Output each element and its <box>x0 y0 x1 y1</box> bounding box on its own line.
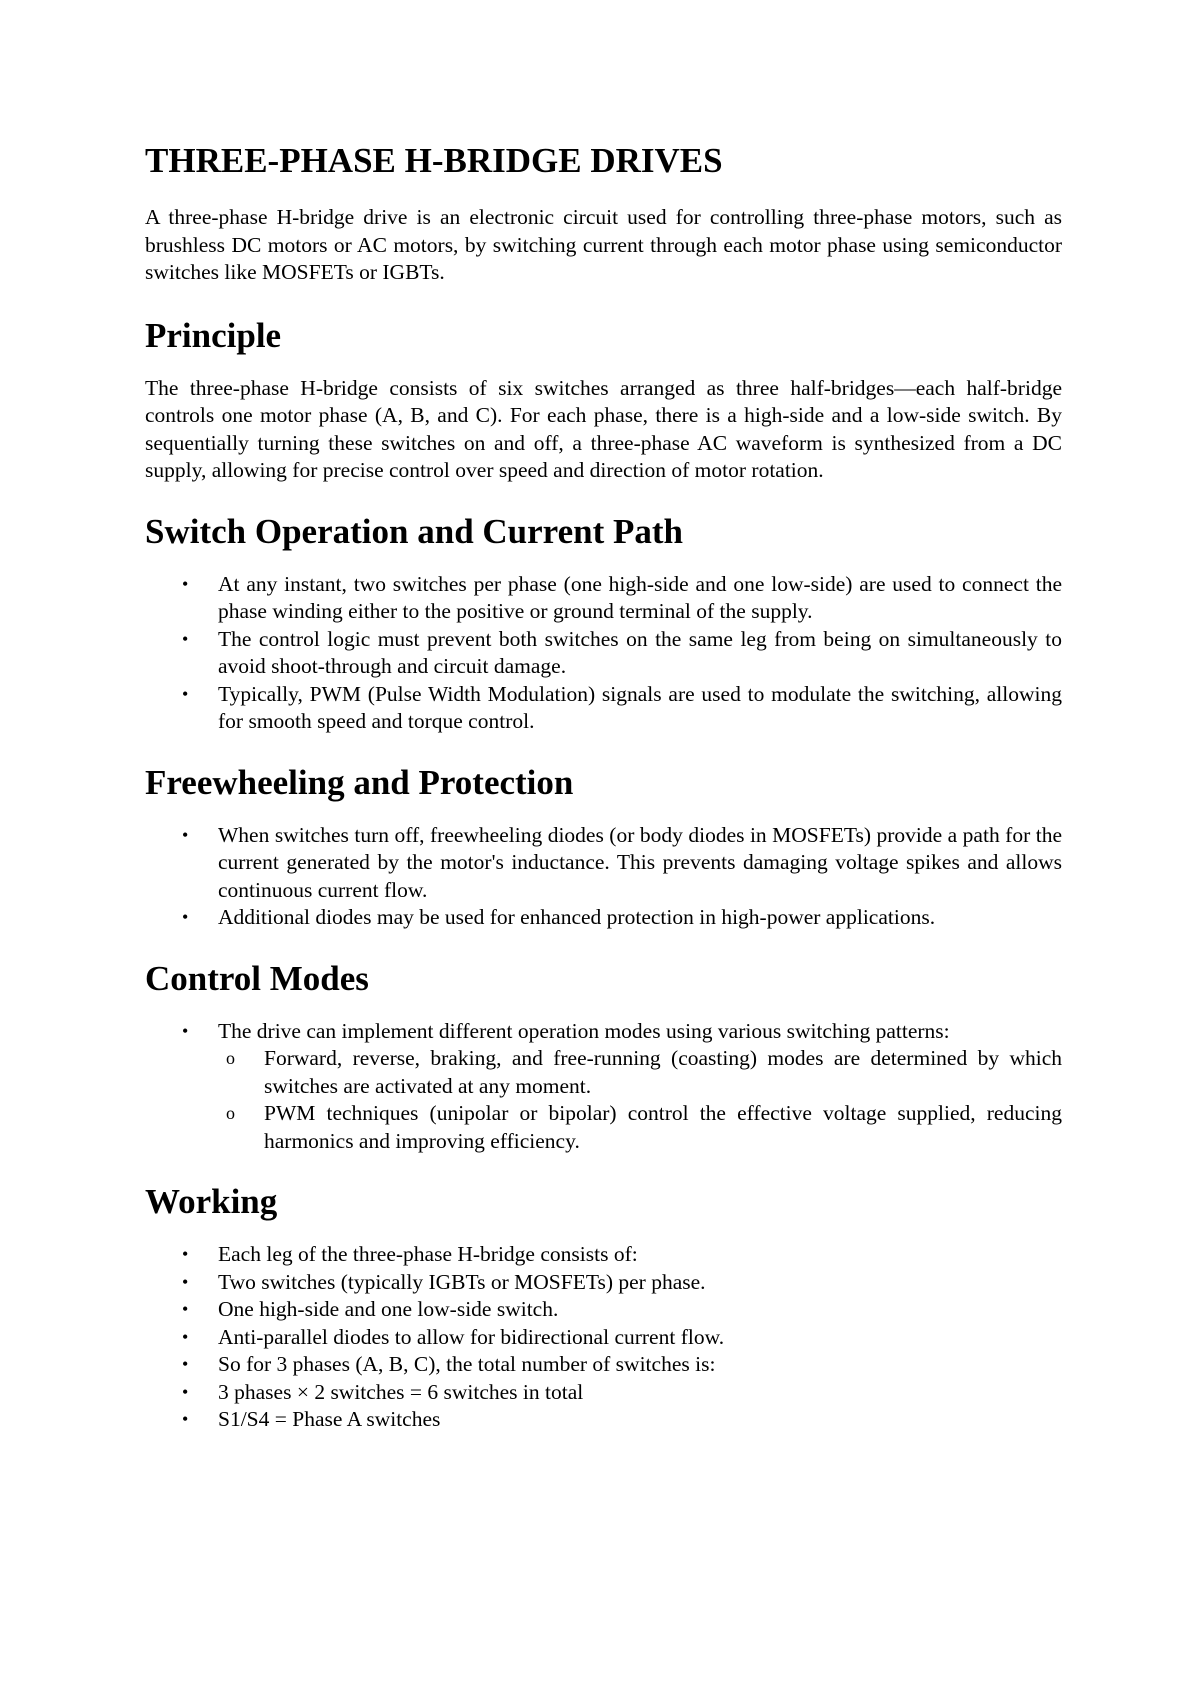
document-title: THREE-PHASE H-BRIDGE DRIVES <box>145 141 723 180</box>
list-item <box>145 571 1062 626</box>
sub-bullet-icon: o <box>226 1103 235 1123</box>
principle-heading: Principle <box>145 315 282 355</box>
list-item <box>145 1351 1062 1379</box>
bullet-icon: • <box>182 683 189 704</box>
principle-section <box>145 315 1062 485</box>
freewheeling-section <box>145 762 1062 932</box>
control-modes-sub-list <box>218 1045 1062 1155</box>
bullet-icon: • <box>182 1326 189 1347</box>
bullet-icon: • <box>182 1409 189 1429</box>
list-item-text: One high-side and one low-side switch. <box>218 1297 559 1321</box>
list-item <box>145 822 1062 905</box>
switch-operation-list <box>145 571 1062 736</box>
sub-list-item <box>218 1100 1062 1155</box>
bullet-icon: • <box>182 824 189 845</box>
list-item-text: Two switches (typically IGBTs or MOSFETs) per phase. <box>218 1269 706 1294</box>
list-item-text: When switches turn off, freewheeling diodes (or body diodes in MOSFETs) provide a path for the current generated by the motor's inductance. This prevents damaging voltage spikes and allows continuous current flow. <box>218 822 1062 902</box>
intro-paragraph: A three-phase H-bridge drive is an electronic circuit used for controlling three-phase motors, such as brushless DC motors or AC motors, by switching current through each motor phase using semiconductor switches like MOSFETs or IGBTs. <box>145 205 1062 284</box>
bullet-icon: • <box>182 573 189 594</box>
list-item <box>145 1379 1062 1407</box>
sub-list-item <box>218 1045 1062 1100</box>
list-item-text: Additional diodes may be used for enhanced protection in high-power applications. <box>218 905 936 929</box>
list-item-text: Each leg of the three-phase H-bridge consists of: <box>218 1242 638 1266</box>
list-item-text: S1/S4 = Phase A switches <box>218 1407 441 1431</box>
list-item <box>145 1241 1062 1269</box>
control-modes-heading: Control Modes <box>145 958 369 998</box>
control-modes-list <box>145 1018 1062 1156</box>
list-item <box>145 1269 1062 1297</box>
list-item <box>145 681 1062 736</box>
list-item <box>145 1018 1062 1156</box>
freewheeling-list <box>145 822 1062 932</box>
working-list <box>145 1241 1062 1434</box>
list-item-text: At any instant, two switches per phase (one high-side and one low-side) are used to connect the phase winding either to the positive or ground terminal of the supply. <box>218 571 1062 623</box>
bullet-icon: • <box>182 1299 189 1319</box>
list-item <box>145 1406 1062 1434</box>
sub-list-item-text: Forward, reverse, braking, and free-running (coasting) modes are determined by which switches are activated at any moment. <box>264 1046 1062 1098</box>
list-item-text: The drive can implement different operation modes using various switching patterns: <box>218 1018 950 1043</box>
list-item-text: Anti-parallel diodes to allow for bidirectional current flow. <box>218 1324 725 1349</box>
bullet-icon: • <box>182 1244 189 1264</box>
list-item-text: Typically, PWM (Pulse Width Modulation) signals are used to modulate the switching, allowing for smooth speed and torque control. <box>218 681 1062 733</box>
list-item-text: So for 3 phases (A, B, C), the total number of switches is: <box>218 1352 716 1376</box>
working-heading: Working <box>145 1182 278 1221</box>
switch-operation-section <box>145 511 1062 736</box>
sub-bullet-icon: o <box>226 1048 235 1068</box>
bullet-icon: • <box>182 1020 189 1041</box>
list-item <box>145 626 1062 681</box>
intro-section <box>145 204 1062 287</box>
freewheeling-heading: Freewheeling and Protection <box>145 762 574 802</box>
list-item <box>145 904 1062 932</box>
sub-list-item-text: PWM techniques (unipolar or bipolar) control the effective voltage supplied, reducing harmonics and improving efficiency. <box>264 1101 1062 1153</box>
list-item-text: 3 phases × 2 switches = 6 switches in total <box>218 1379 584 1404</box>
control-modes-section <box>145 958 1062 1156</box>
bullet-icon: • <box>182 1381 189 1402</box>
bullet-icon: • <box>182 628 189 649</box>
principle-paragraph: The three-phase H-bridge consists of six switches arranged as three half-bridges—each half-bridge controls one motor phase (A, B, and C). For each phase, there is a high-side and a low-side switch. By sequentially turning these switches on and off, a three-phase AC waveform is synthesized from a DC supply, allowing for precise control over speed and direction of motor rotation. <box>145 375 1062 482</box>
list-item-text: The control logic must prevent both switches on the same leg from being on simultaneously to avoid shoot-through and circuit damage. <box>218 626 1062 678</box>
document-page <box>145 140 1062 1460</box>
list-item <box>145 1296 1062 1324</box>
switch-operation-heading: Switch Operation and Current Path <box>145 511 683 551</box>
bullet-icon: • <box>182 1354 189 1374</box>
bullet-icon: • <box>182 907 189 927</box>
bullet-icon: • <box>182 1271 189 1292</box>
working-section <box>145 1181 1062 1434</box>
list-item <box>145 1324 1062 1352</box>
